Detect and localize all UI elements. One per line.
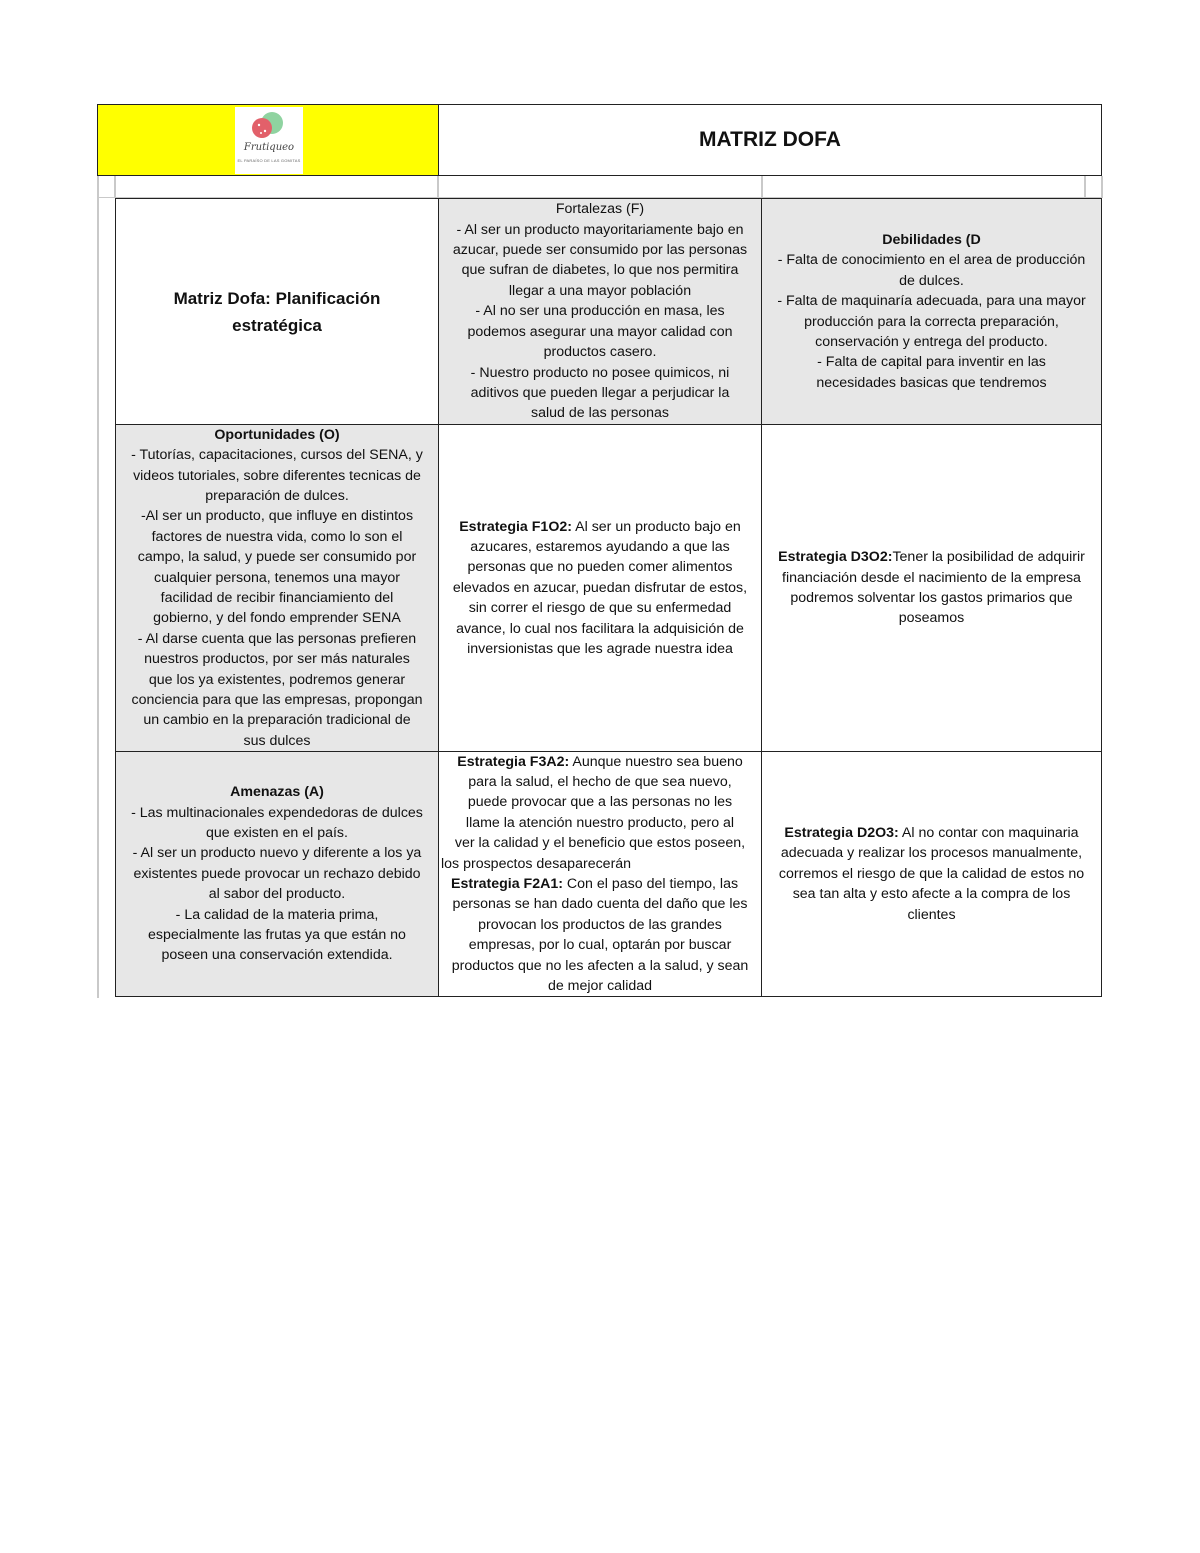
debilidades-heading: Debilidades (D <box>882 231 981 248</box>
oportunidades-line: - Tutorías, capacitaciones, cursos del SENA, y <box>131 447 423 464</box>
header-logo-cell <box>97 104 439 176</box>
strategy-do-cell <box>761 424 1102 752</box>
oportunidades-line: sus dulces <box>243 732 311 749</box>
strategy-fo-first-line <box>441 517 759 537</box>
strategy-fa-line: ver la calidad y el beneficio que estos poseen, <box>454 835 746 852</box>
oportunidades-line: un cambio en la preparación tradicional de <box>143 712 411 729</box>
oportunidades-line: nuestros productos, por ser más naturales <box>144 651 410 668</box>
fortalezas-line: podemos asegurar una mayor calidad con <box>467 323 733 340</box>
debilidades-line: necesidades basicas que tendremos <box>816 374 1047 391</box>
fortalezas-line: que sufran de diabetes, lo que nos permitira <box>461 262 739 279</box>
strategy-do-line: podremos solventar los gastos primarios que <box>790 590 1073 606</box>
debilidades-line: conservación y entrega del producto. <box>815 333 1048 350</box>
fortalezas-line: - Al ser un producto mayoritariamente bajo en <box>456 221 744 238</box>
page-title-cell <box>438 104 1102 176</box>
fortalezas-line: azucar, puede ser consumido por las personas <box>452 242 748 259</box>
amenazas-line: poseen una conservación extendida. <box>161 947 393 964</box>
oportunidades-line: gobierno, y del fondo emprender SENA <box>153 610 401 627</box>
strategy-fo-label: Estrategia F1O2: <box>459 518 572 535</box>
grid-spacer <box>114 176 116 198</box>
strategy-fa-line: llame la atención nuestro producto, pero al <box>465 814 735 831</box>
strategy-fo-cell <box>438 424 762 752</box>
strategy-fo-line: personas que no pueden comer alimentos <box>467 559 733 576</box>
amenazas-line: al sabor del producto. <box>208 886 346 903</box>
debilidades-cell <box>761 198 1102 425</box>
brand-tagline: EL PARAÍSO DE LAS GOMITAS <box>237 158 301 163</box>
strategy-da-label: Estrategia D2O3: <box>784 824 899 841</box>
strategy-da-line: adecuada y realizar los procesos manualmente, <box>780 845 1083 862</box>
amenazas-line: que existen en el país. <box>206 824 348 841</box>
fortalezas-heading: Fortalezas (F) <box>555 201 645 218</box>
strategy-fa-line: empresas, por lo cual, optarán por buscar <box>468 937 732 954</box>
strategy-fo-line: sin correr el riesgo de que su enfermedad <box>468 600 732 617</box>
strategy-do-line: poseamos <box>898 610 965 627</box>
debilidades-line: - Falta de capital para inventir en las <box>817 354 1046 371</box>
grid-spacer <box>761 176 763 198</box>
grid-spacer <box>1101 176 1103 198</box>
matrix-title-line: Matriz Dofa: Planificación <box>173 288 381 308</box>
oportunidades-line: facilidad de recibir financiamiento del <box>160 590 394 606</box>
grid-spacer <box>437 176 439 198</box>
oportunidades-heading: Oportunidades (O) <box>214 426 340 443</box>
debilidades-line: producción para la correcta preparación, <box>804 313 1059 330</box>
amenazas-line: - La calidad de la materia prima, <box>175 906 379 923</box>
strategy-da-first-text: Al no contar con maquinaria <box>898 824 1079 841</box>
strategy-do-line: financiación desde el nacimiento de la empresa <box>782 569 1081 586</box>
brand-logo <box>235 107 303 174</box>
fortalezas-line: - Al no ser una producción en masa, les <box>475 303 725 320</box>
fortalezas-cell <box>438 198 762 425</box>
strategy-fo-line: inversionistas que les agrade nuestra idea <box>467 641 733 658</box>
amenazas-cell <box>115 751 439 997</box>
amenazas-heading: Amenazas (A) <box>230 784 324 801</box>
strategy-fa-line: los prospectos desaparecerán <box>441 855 632 872</box>
oportunidades-line: campo, la salud, y puede ser consumido por <box>137 549 417 566</box>
fortalezas-line: aditivos que pueden llegar a perjudicar la <box>470 384 730 401</box>
strategy-da-line: clientes <box>907 906 956 923</box>
oportunidades-line: factores de nuestra vida, como lo son el <box>151 528 403 545</box>
strategy-fo-first-text: Al ser un producto bajo en <box>571 518 741 535</box>
strategy-fa-first-line <box>441 752 759 772</box>
oportunidades-line: conciencia para que las empresas, propongan <box>131 692 423 709</box>
strategy-fa-label-2: Estrategia F2A1: <box>451 876 563 892</box>
strategy-da-first-line <box>764 823 1099 843</box>
oportunidades-line: que los ya existentes, podremos generar <box>148 671 406 688</box>
amenazas-line: especialmente las frutas ya que están no <box>148 927 406 944</box>
oportunidades-cell <box>115 424 439 752</box>
strategy-fa-line: puede provocar que a las personas no les <box>467 794 733 811</box>
debilidades-line: - Falta de maquinaría adecuada, para una mayor <box>777 293 1086 310</box>
strategy-fa-label-1: Estrategia F3A2: <box>457 753 570 770</box>
strategy-fa-second-line <box>441 874 759 894</box>
strategy-da-line: sea tan alta y esto afecte a la compra de los <box>792 886 1071 903</box>
debilidades-line: de dulces. <box>899 272 964 289</box>
grid-spacer <box>97 176 99 998</box>
strategy-fa-line: para la salud, el hecho de que sea nuevo, <box>468 773 732 790</box>
strategy-fa-line: provocan los productos de las grandes <box>478 916 722 933</box>
oportunidades-line: - Al darse cuenta que las personas prefieren <box>137 630 417 647</box>
strategy-da-line: corremos el riesgo de que la calidad de estos no <box>778 865 1085 882</box>
strategy-fa-first-text: Aunque nuestro sea bueno <box>569 753 743 770</box>
fortalezas-line: productos casero. <box>543 344 657 361</box>
strategy-fo-line: azucares, estaremos ayudando a que las <box>470 538 730 555</box>
strategy-fa-second-text: Con el paso del tiempo, las <box>562 876 739 892</box>
oportunidades-line: cualquier persona, tenemos una mayor <box>153 569 401 586</box>
fortalezas-line: llegar a una mayor población <box>508 282 692 299</box>
strategy-do-label: Estrategia D3O2: <box>778 549 893 566</box>
amenazas-line: - Al ser un producto nuevo y diferente a los ya <box>132 845 422 862</box>
strategy-fa-line: de mejor calidad <box>547 978 653 995</box>
amenazas-line: existentes puede provocar un rechazo debido <box>133 865 421 882</box>
amenazas-line: - Las multinacionales expendedoras de dulces <box>131 804 423 821</box>
page-title: MATRIZ DOFA <box>699 128 841 151</box>
fortalezas-line: salud de las personas <box>530 405 670 422</box>
grid-spacer <box>1084 176 1086 198</box>
matrix-title-line: estratégica <box>232 315 322 335</box>
matrix-corner-cell <box>115 198 439 425</box>
strategy-da-cell <box>761 751 1102 997</box>
strategy-fo-line: elevados en azucar, puedan disfrutar de estos, <box>452 579 748 596</box>
strategy-fa-cell <box>438 751 762 997</box>
strategy-fa-line: productos que no les afecten a la salud, y sean <box>451 957 749 974</box>
brand-name: Frutiqueo <box>243 142 295 153</box>
strategy-do-first-text: Tener la posibilidad de adquirir <box>892 549 1085 566</box>
fortalezas-line: - Nuestro producto no posee quimicos, ni <box>470 364 730 381</box>
oportunidades-line: preparación de dulces. <box>205 487 349 504</box>
strategy-fa-line: personas se han dado cuenta del daño que les <box>452 896 748 913</box>
strawberry-icon <box>235 107 303 174</box>
oportunidades-line: -Al ser un producto, que influye en distintos <box>140 508 414 525</box>
strategy-do-first-line <box>764 547 1099 567</box>
debilidades-line: - Falta de conocimiento en el area de producción <box>777 252 1086 269</box>
oportunidades-line: videos tutoriales, sobre diferentes tecnicas de <box>133 467 421 484</box>
strategy-fo-line: avance, lo cual nos facilitara la adquisición de <box>456 620 744 637</box>
